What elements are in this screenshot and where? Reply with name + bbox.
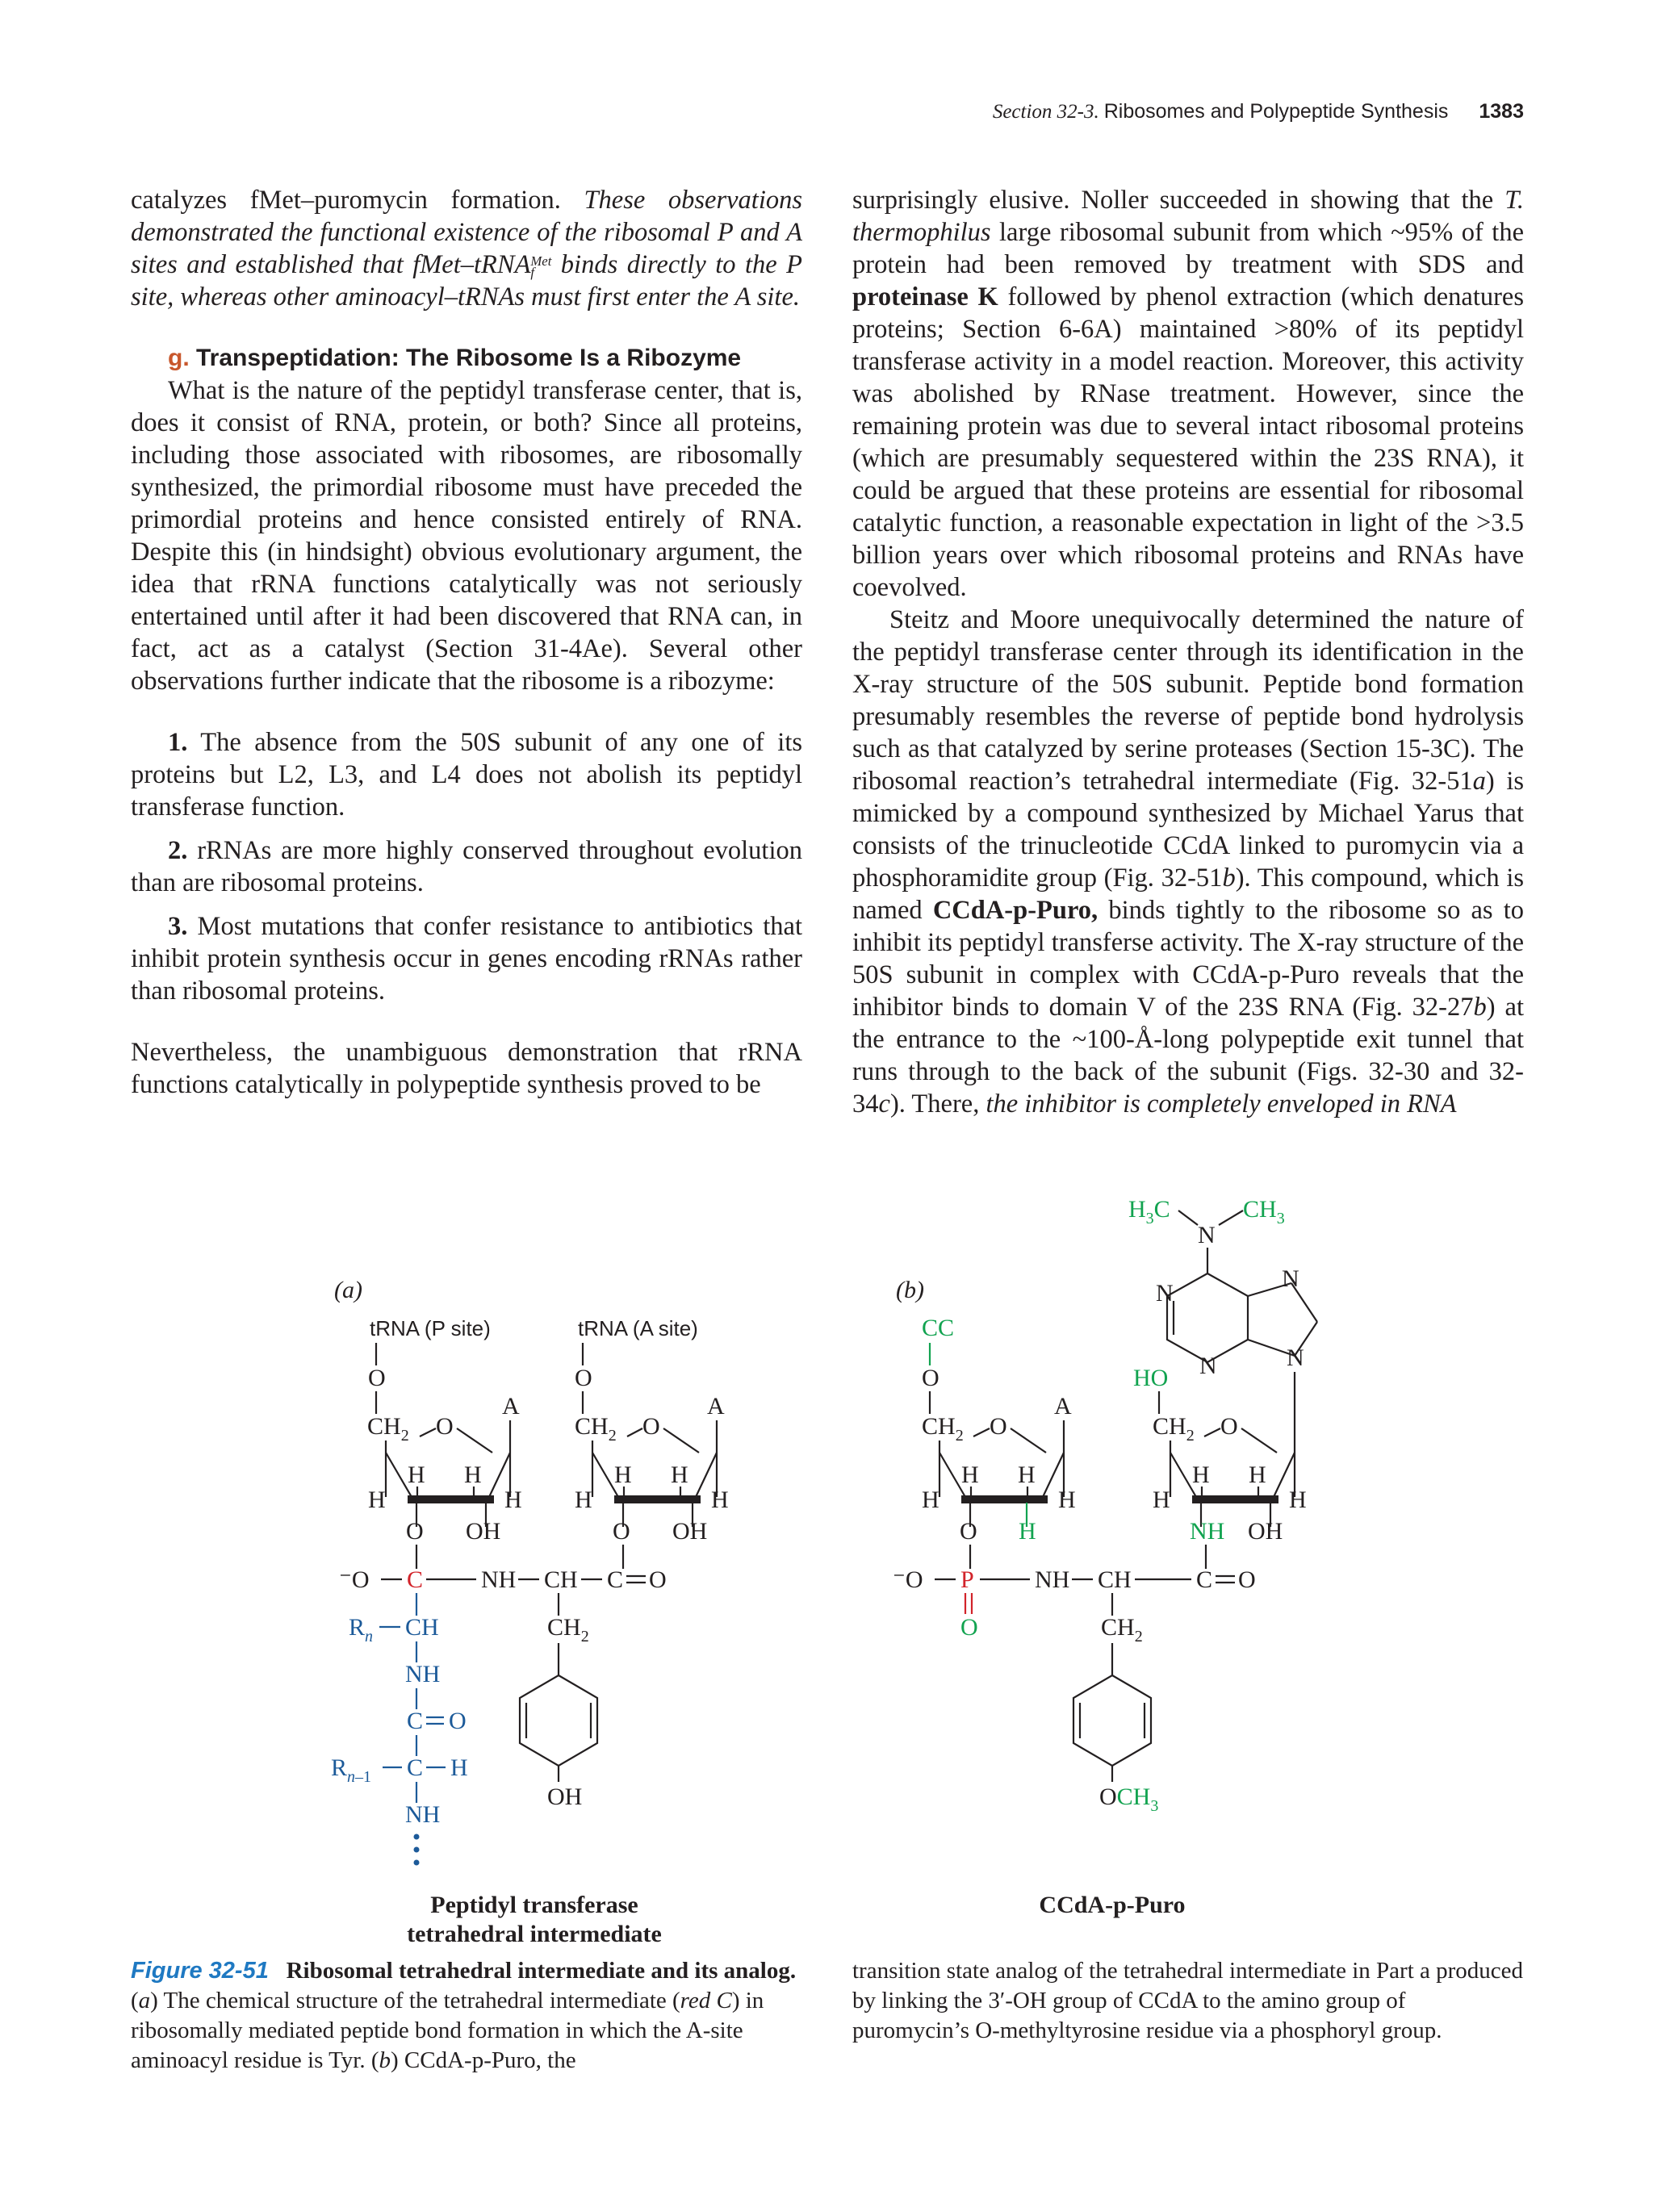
svg-text:N: N — [1156, 1280, 1174, 1307]
figure-title: Ribosomal tetrahedral intermediate and its analog. — [286, 1958, 797, 1984]
section-title: Ribosomes and Polypeptide Synthesis — [1103, 100, 1449, 123]
list-text: Most mutations that confer resistance to antibiotics that inhibit protein synthesis occur in genes encoding rRNAs rather than ribosomal proteins. — [131, 912, 802, 1006]
svg-text:CH: CH — [405, 1614, 439, 1641]
para-italic: These observations demonstrated the functional existence of the ribosomal P and A sites and established that fMet–tRNA — [131, 186, 802, 279]
list-text: rRNAs are more highly conserved throughout evolution than are ribosomal proteins. — [131, 836, 802, 897]
list-text: The absence from the 50S subunit of any one of its proteins but L2, L3, and L4 does not abolish its peptidyl transferase function. — [131, 728, 802, 822]
caption-text: ) in ribosomally mediated peptide bond formation in which the A-site aminoacyl residue is Tyr. ( — [131, 1988, 764, 2073]
panel-a-label: (a) — [334, 1277, 362, 1303]
svg-text:H: H — [1058, 1487, 1076, 1513]
left-column — [131, 184, 802, 1101]
species-name: T. thermophilus — [852, 186, 1524, 247]
svg-text:P: P — [960, 1566, 974, 1593]
svg-text:O: O — [1220, 1413, 1238, 1440]
list-number: 3. — [168, 912, 188, 941]
svg-text:H: H — [1153, 1487, 1170, 1513]
svg-text:O: O — [642, 1413, 660, 1440]
svg-text:O: O — [960, 1518, 977, 1545]
caption-a-line1: Peptidyl transferase — [430, 1892, 638, 1918]
para-italic: b — [1473, 993, 1487, 1022]
page-number: 1383 — [1479, 100, 1524, 123]
svg-text:NH: NH — [1190, 1518, 1225, 1545]
para-italic: a — [1472, 767, 1486, 796]
svg-text:N: N — [1198, 1222, 1216, 1248]
svg-text:H: H — [1249, 1461, 1266, 1488]
list-number: 1. — [168, 728, 188, 757]
para-text: binds tightly to the ribosome so as to inhibit its peptidyl transferse activity. The X-ray structure of the 50S subunit in complex with CCdA-p-Puro reveals that the inhibitor binds to domain V of the 23S RNA (Fig. 32-27 — [852, 896, 1525, 1022]
heading-text: Transpeptidation: The Ribosome Is a Ribozyme — [196, 345, 742, 371]
svg-text:H: H — [450, 1754, 468, 1781]
tyrosine-side-chain — [520, 1593, 597, 1810]
svg-text:OH: OH — [466, 1518, 501, 1545]
caption-red-c: red C — [680, 1988, 732, 2013]
p-site-ribose — [367, 1343, 522, 1569]
svg-text:CH2: $CH_2$ — [1101, 1614, 1143, 1645]
subsection-heading — [131, 342, 802, 374]
svg-text:N: N — [1282, 1265, 1299, 1292]
panel-b-label: (b) — [896, 1277, 924, 1303]
phosphoramidite-row — [893, 1545, 1256, 1641]
figure-label: Figure 32-51 — [131, 1958, 269, 1984]
svg-text:H: H — [575, 1487, 592, 1513]
svg-text:A: A — [502, 1393, 520, 1420]
svg-text:H: H — [671, 1461, 688, 1488]
svg-text:C: C — [607, 1566, 624, 1593]
svg-text:CH2: $CH_2$ — [547, 1614, 589, 1645]
trna-p-site-label: tRNA (P site) — [370, 1316, 491, 1340]
svg-text:OH: OH — [1248, 1518, 1283, 1545]
svg-text:O: O — [575, 1365, 592, 1391]
paragraph — [852, 184, 1524, 604]
paragraph: Nevertheless, the unambiguous demonstration that rRNA functions catalytically in polypeptide synthesis proved to be — [131, 1038, 802, 1099]
svg-text:O: O — [449, 1708, 467, 1734]
svg-text:H: H — [464, 1461, 482, 1488]
svg-text:H: H — [1289, 1487, 1307, 1513]
svg-text:O: O — [1238, 1566, 1256, 1593]
para-text: ) at the entrance to the ~100-Å-long polypeptide exit tunnel that runs through to the back of the subunit (Figs. 32-30 and 32-34 — [852, 993, 1525, 1119]
svg-text:C: C — [1196, 1566, 1213, 1593]
svg-text:CH2: $CH_2$ — [367, 1413, 409, 1445]
term-ccda-p-puro: CCdA-p-Puro, — [932, 896, 1099, 925]
para-text: ). This compound, which is named — [852, 863, 1524, 925]
heading-letter: g. — [168, 345, 190, 371]
puromycin-ribose — [1133, 1365, 1307, 1545]
svg-text:O: O — [613, 1518, 630, 1545]
para-italic: c — [878, 1089, 890, 1119]
svg-text:H: H — [1192, 1461, 1210, 1488]
svg-text:OH: OH — [672, 1518, 708, 1545]
svg-text:CH2: $CH_2$ — [1153, 1413, 1195, 1445]
figure-caption-right: transition state analog of the tetrahedral intermediate in Part a produced by linking the 3′-OH group of CCdA to the amino group of puromycin’s O-methyltyrosine residue via a phosphoryl group. — [852, 1958, 1524, 2043]
svg-text:A: A — [707, 1393, 725, 1420]
trna-a-site-label: tRNA (A site) — [578, 1316, 698, 1340]
para-italic: binds directly to the P site, whereas other aminoacyl–tRNAs must first enter the A site. — [131, 250, 802, 312]
term-proteinase-k: proteinase K — [852, 282, 998, 312]
para-text: followed by phenol extraction (which denatures proteins; Section 6-6A) maintained >80% of its peptidyl transferase activity in a model reaction. Moreover, this activity was abolished by RNase treatment. However, since the remaining protein was due to several intact ribosomal proteins (which are presumably sequestered within the 23S RNA), it could be argued that these proteins are essential for ribosomal catalytic function, a reasonable expectation in light of the >3.5 billion years over which ribosomal proteins and RNAs have coevolved. — [852, 282, 1524, 602]
right-column — [852, 184, 1524, 1120]
svg-text:H: H — [1019, 1518, 1036, 1545]
list-number: 2. — [168, 836, 188, 865]
dimethyladenine-base — [1128, 1196, 1317, 1379]
para-text: ). There, — [889, 1089, 986, 1119]
para-text: ) is mimicked by a compound synthesized by Michael Yarus that consists of the trinucleotide CCdA linked to puromycin via a phosphoramidite group (Fig. 32-51 — [852, 767, 1524, 893]
svg-text:H: H — [408, 1461, 425, 1488]
svg-text:CH: CH — [1098, 1566, 1132, 1593]
list-item — [131, 726, 802, 823]
para-text: surprisingly elusive. Noller succeeded in showing that the — [852, 186, 1505, 215]
svg-text:CH2: $CH_2$ — [922, 1413, 964, 1445]
ccda-ribose — [922, 1343, 1076, 1569]
svg-text:Rn: $R_n$ — [349, 1614, 374, 1645]
svg-text:⁻O: ⁻O — [893, 1566, 923, 1593]
svg-text:O: O — [922, 1365, 939, 1391]
svg-text:CH3: $CH_3$ — [1243, 1196, 1285, 1227]
svg-text:NH: NH — [405, 1661, 441, 1687]
svg-text:O: O — [368, 1365, 386, 1391]
svg-text:N: N — [1287, 1344, 1304, 1371]
para-text: catalyzes fMet–puromycin formation. — [131, 186, 584, 215]
svg-text:H: H — [368, 1487, 386, 1513]
para-text: large ribosomal subunit from which ~95% of the protein had been removed by treatment with SDS and — [852, 218, 1524, 279]
caption-b: CCdA-p-Puro — [1039, 1892, 1186, 1918]
figure-caption-left: Figure 32-51 Ribosomal tetrahedral intermediate and its analog. (a) The chemical structure of the tetrahedral intermediate (red C) in ribosomally mediated peptide bond formation in which the A-site aminoacyl residue is Tyr. (b) CCdA-p-Puro, the — [131, 1958, 797, 2073]
paragraph: What is the nature of the peptidyl transferase center, that is, does it consist of RNA, protein, or both? Since all proteins, including those associated with ribosomes, are ribosomally synthesized, the primordial ribosome must have preceded the primordial proteins and hence consisted entirely of RNA. Despite this (in hindsight) obvious evolutionary argument, the idea that rRNA functions catalytically was not seriously entertained until after it had been discovered that RNA can, in fact, act as a catalyst (Section 31-4Ae). Several other observations further indicate that the ribosome is a ribozyme: — [131, 376, 802, 696]
para-text: Steitz and Moore unequivocally determined the nature of the peptidyl transferase center through its identification in the X-ray structure of the 50S subunit. Peptide bond formation presumably resembles the reverse of peptide bond hydrolysis such as that catalyzed by serine proteases (Section 15-3C). The ribosomal reaction’s tetrahedral intermediate (Fig. 32-51 — [852, 605, 1524, 796]
svg-text:H: H — [614, 1461, 632, 1488]
svg-text:C: C — [407, 1754, 424, 1781]
superscript-met: Met — [530, 253, 552, 269]
caption-a-line2: tetrahedral intermediate — [407, 1921, 662, 1947]
svg-text:O: O — [960, 1614, 978, 1641]
caption-text: ) CCdA-p-Puro, the — [391, 2047, 576, 2073]
subscript-f: f — [530, 264, 535, 280]
svg-text:⁻O: ⁻O — [339, 1566, 370, 1593]
svg-text:OH: OH — [547, 1783, 583, 1810]
svg-text:O: O — [406, 1518, 424, 1545]
svg-text:H3C: $H_3C$ — [1128, 1196, 1170, 1227]
svg-text:O: O — [990, 1413, 1007, 1440]
svg-text:H: H — [504, 1487, 522, 1513]
caption-text: ( — [131, 1988, 139, 2013]
svg-text:CH: CH — [544, 1566, 578, 1593]
svg-text:Rn–1: $R_n-1$ — [331, 1754, 372, 1786]
svg-text:A: A — [1054, 1393, 1072, 1420]
cc-label: CC — [922, 1315, 955, 1341]
paragraph — [852, 604, 1524, 1120]
peptidyl-chain — [331, 1593, 468, 1866]
para-italic: the inhibitor is completely enveloped in RNA — [986, 1089, 1457, 1119]
tetrahedral-center-row — [339, 1566, 667, 1593]
svg-text:C: C — [407, 1708, 424, 1734]
svg-text:H: H — [1018, 1461, 1036, 1488]
svg-text:N: N — [1199, 1353, 1217, 1379]
svg-text:HO: HO — [1133, 1365, 1169, 1391]
svg-text:OCH3: $OCH_3$ — [1099, 1783, 1159, 1815]
svg-text:O: O — [649, 1566, 667, 1593]
caption-text: ) The chemical structure of the tetrahedral intermediate ( — [150, 1988, 680, 2013]
running-head — [993, 100, 1524, 123]
svg-text:CH2: $CH_2$ — [575, 1413, 617, 1445]
section-number: Section 32-3. — [992, 101, 1099, 123]
a-site-ribose — [575, 1343, 729, 1569]
list-item — [131, 834, 802, 899]
list-item — [131, 910, 802, 1007]
paragraph-continuation — [131, 184, 802, 313]
svg-text:H: H — [922, 1487, 939, 1513]
svg-text:NH: NH — [1035, 1566, 1070, 1593]
svg-text:H: H — [711, 1487, 729, 1513]
svg-text:H: H — [961, 1461, 979, 1488]
svg-text:O: O — [436, 1413, 454, 1440]
para-italic: b — [1222, 863, 1236, 893]
o-methyltyrosine — [1073, 1593, 1158, 1815]
svg-text:NH: NH — [405, 1801, 441, 1828]
svg-text:C: C — [407, 1566, 424, 1593]
svg-text:NH: NH — [481, 1566, 517, 1593]
